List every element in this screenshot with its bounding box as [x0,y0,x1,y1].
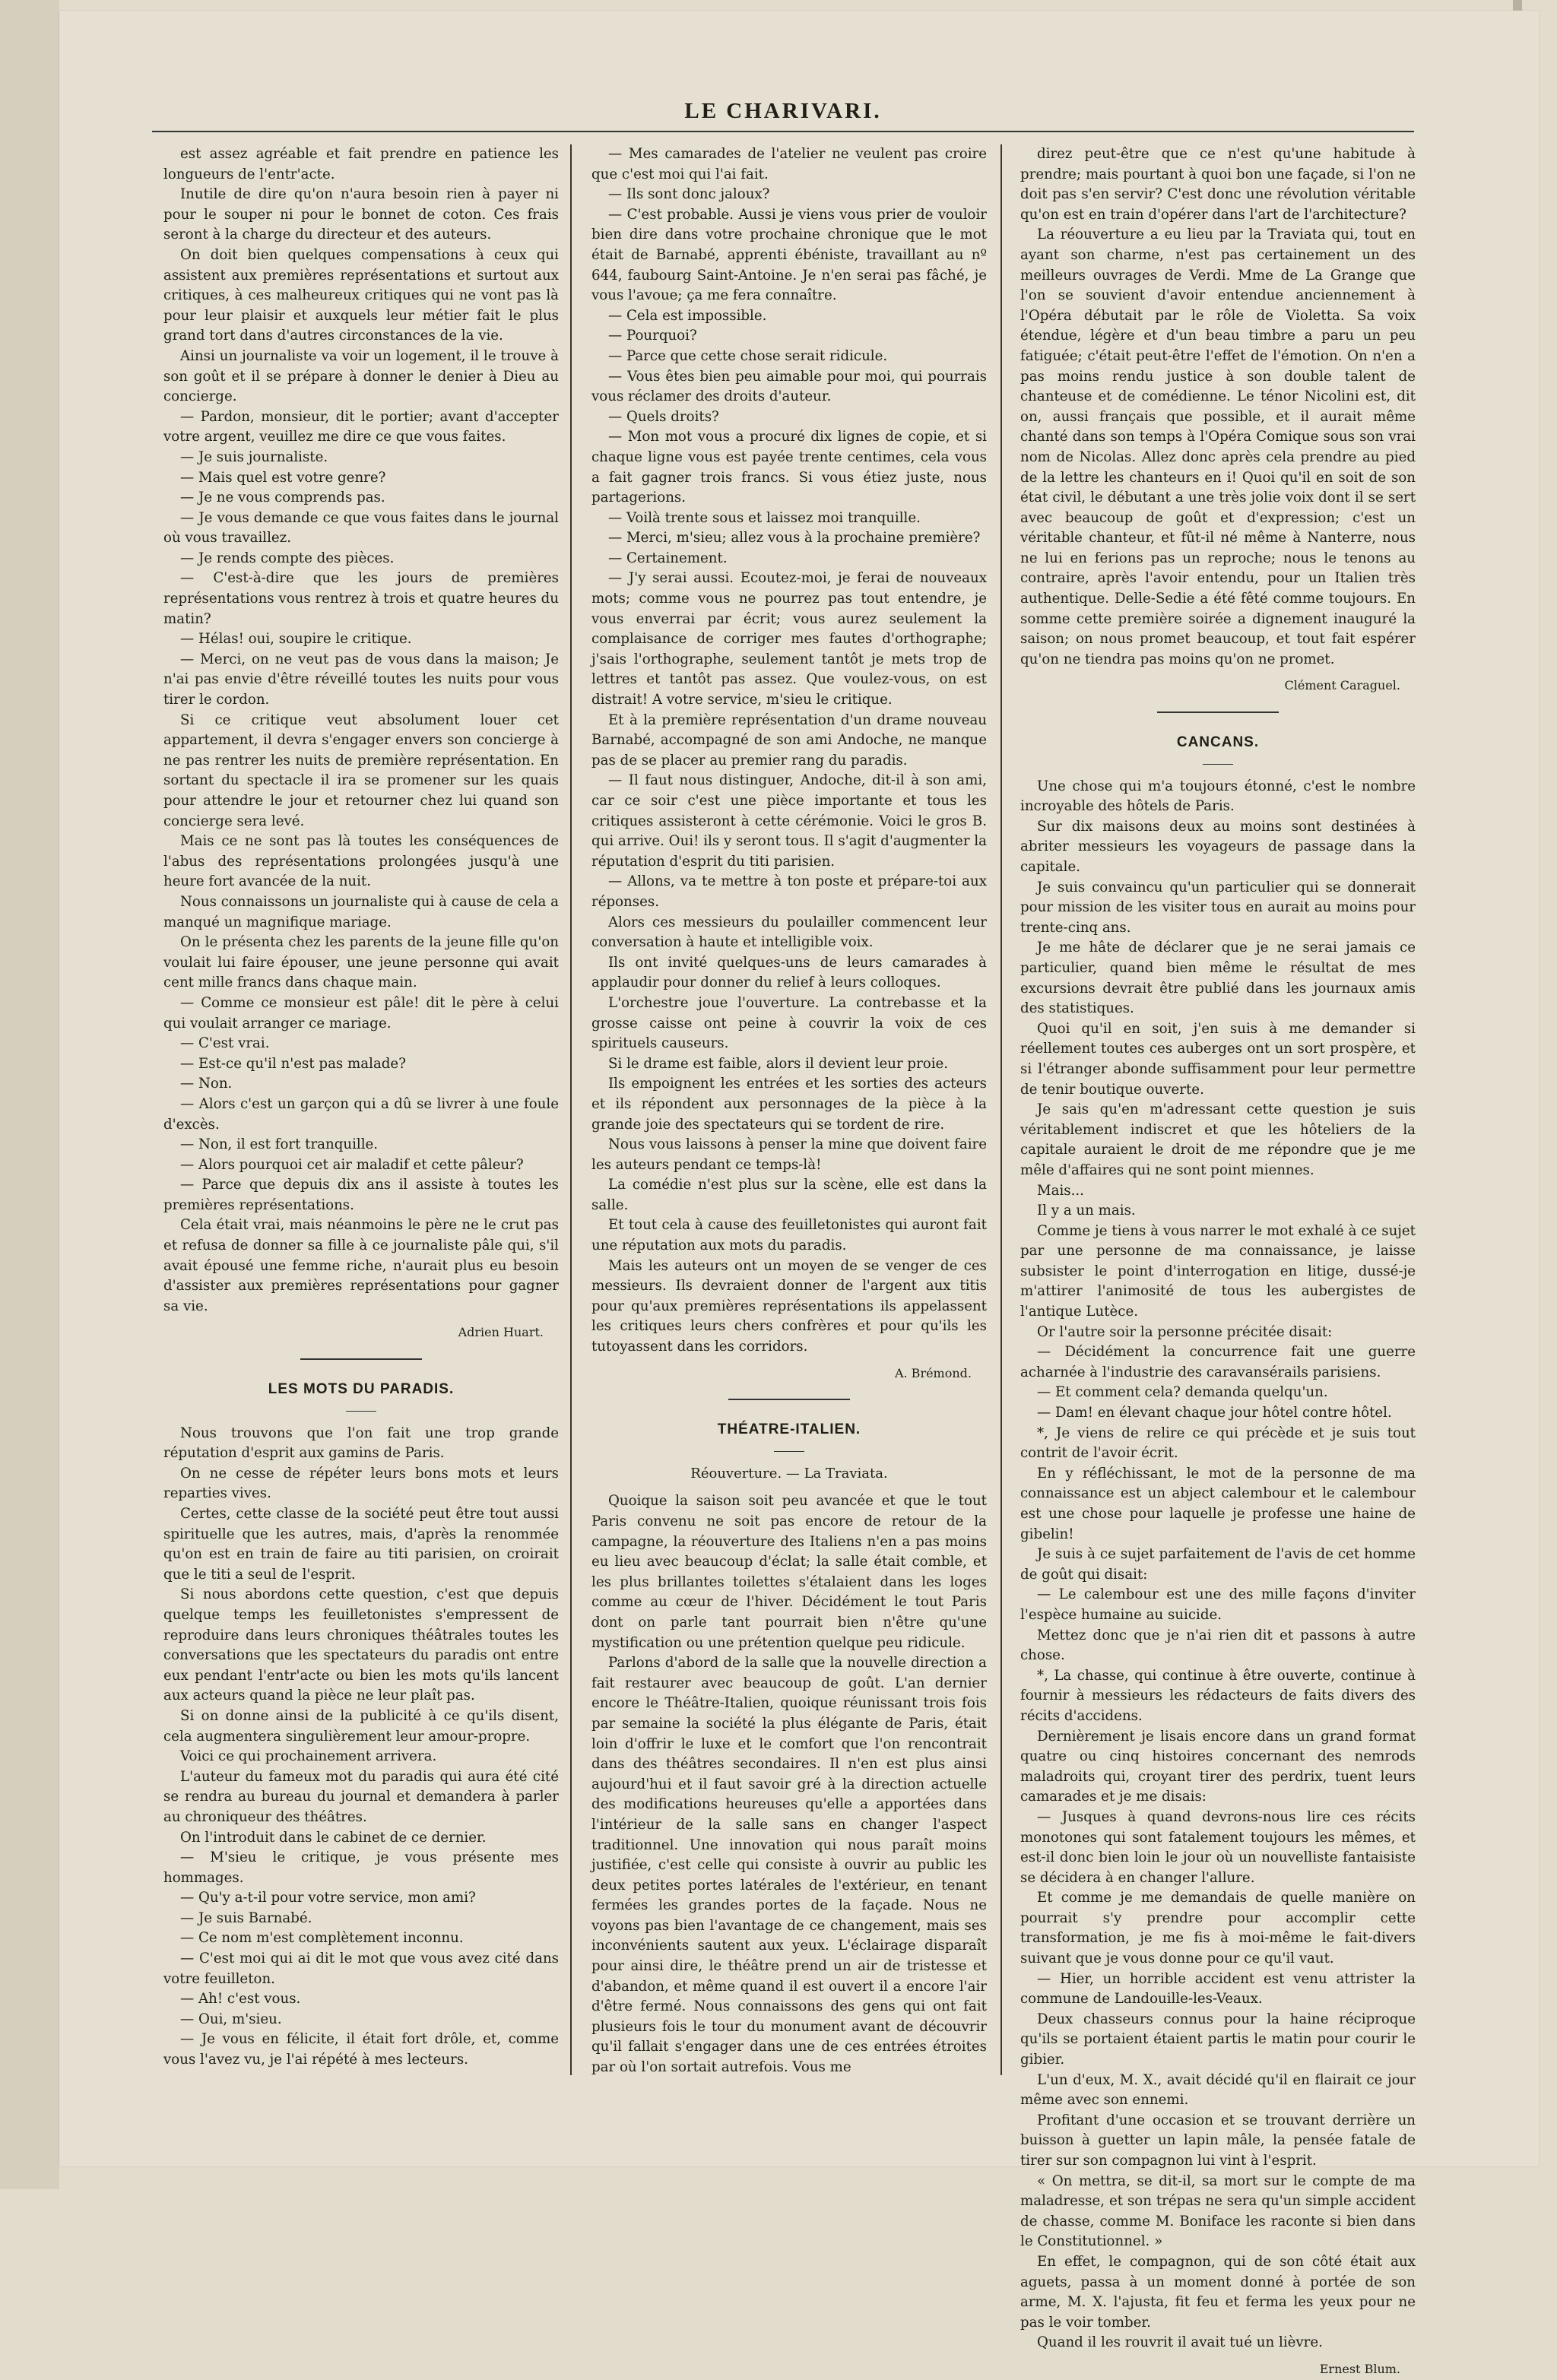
paragraph: Cela était vrai, mais néanmoins le père ne le crut pas et refusa de donner sa fille à ce journaliste pâle qui, s'il avait épousé une femme riche, n'aurait plus eu besoin d'assister aux premières représentations pour gagner sa vie. [163,1217,559,1314]
page-corner-mark [1513,0,1522,11]
paragraph: Or l'autre soir la personne précitée disait: [1037,1323,1333,1340]
paragraph: — Hier, un horrible accident est venu attrister la commune de Landouille-les-Veaux. [1020,1970,1416,2008]
paragraph: — C'est-à-dire que les jours de premières représentations vous rentrez à trois et quatre heures du matin? [163,570,560,627]
paragraph: — Comme ce monsieur est pâle! dit le père à celui qui voulait arranger ce mariage. [163,994,559,1032]
paragraph: En y réfléchissant, le mot de la personne de ma connaissance est un abject calembour et le calembour est une chose pour laquelle je professe une haine de gibelin! [1020,1465,1416,1542]
paragraph: — C'est probable. Aussi je viens vous prier de vouloir bien dire dans votre prochaine chronique que le mot était de Barnabé, apprenti ébéniste, travaillant au nº 644, faubourg Saint-Antoine. Je n'en serai pas fâché, je vous l'avoue; ça me fera connaître. [591,206,987,304]
article-signature: Clément Caraguel. [1284,678,1400,693]
paragraph: Et tout cela à cause des feuilletonistes qui auront fait une réputation aux mots du paradis. [591,1217,987,1254]
paragraph: Je suis à ce sujet parfaitement de l'avis de cet homme de goût qui disait: [1020,1546,1416,1583]
paragraph: — Quels droits? [608,408,719,425]
paragraph: Si nous abordons cette question, c'est que depuis quelque temps les feuilletonistes s'empressent de reproduire dans leurs chroniques théâtrales toutes les conversations que les spectateurs du paradis ont entre eux pendant l'entr'acte ou bien les mots qu'ils lancent aux acteurs quand la pièce ne leur plaît pas. [163,1586,559,1704]
article-separator [1157,711,1279,713]
paragraph: — Alors pourquoi cet air maladif et cette pâleur? [180,1156,524,1173]
article-signature: Ernest Blum. [1319,2361,1400,2376]
paragraph: On ne cesse de répéter leurs bons mots et leurs reparties vives. [163,1465,559,1502]
paragraph: — Pardon, monsieur, dit le portier; avant d'accepter votre argent, veuillez me dire ce que vous faites. [163,408,559,445]
column-divider [1000,144,1002,2075]
paragraph: — J'y serai aussi. Ecoutez-moi, je ferai de nouveaux mots; comme vous ne pourrez pas tout entendre, je vous enverrai par écrit; vous aurez seulement la complaisance de corriger mes fautes d'orthographe; j'sais l'orthographe, seulement tantôt je mets trop de lettres et tantôt pas assez. Que voulez-vous, on est distrait! A votre service, m'sieu le critique. [591,570,987,708]
paragraph: On doit bien quelques compensations à ceux qui assistent aux premières représentations et surtout aux critiques, à ces malheureux critiques qui ne vont pas là pour leur plaisir et auxquels leur métier fait le plus grand tort dans d'autres circonstances de la vie. [163,246,559,344]
paragraph: — Mon mot vous a procuré dix lignes de copie, et si chaque ligne vous est payée trente centimes, cela vous a fait gagner trois francs. Si vous étiez juste, nous partagerions. [591,429,987,506]
paragraph: — Hélas! oui, soupire le critique. [180,631,412,648]
paragraph: Voici ce qui prochainement arrivera. [180,1748,437,1765]
paragraph: — Et comment cela? demanda quelqu'un. [1037,1384,1328,1401]
paragraph: — Ce nom m'est complètement inconnu. [180,1930,464,1947]
paragraph: — Vous êtes bien peu aimable pour moi, qui pourrais vous réclamer des droits d'auteur. [591,368,987,405]
paragraph: Parlons d'abord de la salle que la nouvelle direction a fait restaurer avec beaucoup de goût. L'an dernier encore le Théâtre-Italien, quoique réunissant trois fois par semaine la société la plus élégante de Paris, était loin d'offrir le luxe et le comfort que l'on rencontrait dans des théâtres secondaires. Il n'en est plus ainsi aujourd'hui et il faut savoir gré à la direction actuelle des modifications heureuses qu'elle a apportées dans l'intérieur de la salle sans en changer l'aspect traditionnel. Une innovation qui nous paraît moins justifiée, c'est celle qui consiste à ouvrir au public les deux petites portes latérales de l'extérieur, en tenant fermées les grandes portes de la façade. Nous ne voyons pas bien l'avantage de ce changement, mais ses inconvénients sautent aux yeux. L'éclairage disparaît pour ainsi dire, le théâtre prend un air de tristesse et d'abandon, et même quand il est ouvert il a encore l'air d'être fermé. Nous connaissons des gens qui ont fait plusieurs fois le tour du monument avant de découvrir qu'il fallait s'engager dans une de ces entrées étroites par où l'on sortait autrefois. Vous me [591,1655,987,2076]
paragraph: Ainsi un journaliste va voir un logement, il le trouve à son goût et il se prépare à donner le denier à Dieu au concierge. [163,347,559,405]
paragraph: Quoi qu'il en soit, j'en suis à me demander si réellement toutes ces auberges ont un sort prospère, et si l'étranger abonde suffisamment pour leur permettre de tenir boutique ouverte. [1020,1020,1416,1098]
paragraph: Certes, cette classe de la société peut être tout aussi spirituelle que les autres, mais, d'après la renommée qu'on est en train de faire au titi parisien, on croirait que le titi a seul de l'esprit. [163,1506,559,1583]
paragraph: — Merci, on ne veut pas de vous dans la maison; Je n'ai pas envie d'être réveillé toutes les nuits pour vous tirer le cordon. [163,651,559,708]
paragraph: — Pourquoi? [608,328,697,344]
article-paragraphs [163,1424,559,2071]
paragraph: Nous connaissons un journaliste qui à cause de cela a manqué un magnifique mariage. [163,893,559,930]
paragraph: — Parce que cette chose serait ridicule. [608,347,888,364]
article-paragraphs [163,144,559,1317]
paragraph: — Décidément la concurrence fait une guerre acharnée à l'industrie des caravansérails parisiens. [1020,1344,1416,1380]
article-paragraphs [591,144,987,1358]
heading-dash [1203,764,1233,765]
paragraph: Mais... [1037,1182,1084,1199]
article-paragraphs [591,1491,987,2077]
paragraph: Quand il les rouvrit il avait tué un lièvre. [1037,2334,1323,2351]
article-paragraphs [1020,777,1416,2353]
paragraph: Ils ont invité quelques-uns de leurs camarades à applaudir pour donner du relief à leurs colloques. [591,954,987,991]
paragraph: — Mais quel est votre genre? [180,469,386,486]
paragraph: L'orchestre joue l'ouverture. La contrebasse et la grosse caisse ont peine à couvrir la voix de ces spirituels causeurs. [591,994,987,1052]
paragraph: — Non, il est fort tranquille. [180,1136,379,1153]
paragraph: direz peut-être que ce n'est qu'une habitude à prendre; mais pourtant à quoi bon une façade, si l'on ne doit pas s'en servir? C'est donc une révolution véritable qu'on est en train d'opérer dans l'art de l'architecture? [1020,146,1416,223]
paragraph: Et comme je me demandais de quelle manière on pourrait s'y prendre pour accomplir cette transformation, je me fis à moi-même le fait-divers suivant que je vous donne pour ce qu'il vaut. [1020,1890,1416,1967]
paragraph: — Alors c'est un garçon qui a dû se livrer à une foule d'excès. [163,1095,559,1133]
paragraph: — Jusques à quand devrons-nous lire ces récits monotones qui sont fatalement toujours les mêmes, et est-il donc bien loin le jour où un nouvelliste fantaisiste se décidera à en changer l'allure. [1020,1808,1416,1886]
masthead-title: LE CHARIVARI. [684,99,882,123]
paragraph: — Est-ce qu'il n'est pas malade? [180,1055,406,1072]
paragraph: Je sais qu'en m'adressant cette question je suis véritablement indiscret et que les hôteliers de la capitale auraient le droit de me répondre que je me mêle d'affaires qui ne sont point miennes. [1020,1101,1416,1178]
article-separator [728,1399,850,1400]
paragraph: Mettez donc que je n'ai rien dit et passons à autre chose. [1020,1627,1416,1664]
paragraph: — Je ne vous comprends pas. [180,490,385,506]
paragraph: Mais les auteurs ont un moyen de se venger de ces messieurs. Ils devraient donner de l'argent aux titis pour qu'aux premières représentations ils appelassent les critiques leurs chers confrères et pour qu'ils les tutoyassent dans les corridors. [591,1257,987,1355]
paragraph: — Oui, m'sieu. [180,2011,282,2027]
paragraph: — Allons, va te mettre à ton poste et prépare-toi aux réponses. [591,873,987,910]
article-paragraphs [1020,144,1416,670]
page-binding-edge [0,0,59,2189]
paragraph: — Je vous en félicite, il était fort drôle, et, comme vous l'avez vu, je l'ai répété à mes lecteurs. [163,2031,559,2068]
heading-dash [774,1451,804,1452]
paragraph: — Cela est impossible. [608,307,767,324]
paragraph: On l'introduit dans le cabinet de ce dernier. [180,1829,487,1846]
paragraph: Nous vous laissons à penser la mine que doivent faire les auteurs pendant ce temps-là! [591,1136,987,1173]
paragraph: Il y a un mais. [1037,1203,1136,1219]
paragraph: — Voilà trente sous et laissez moi tranquille. [608,509,921,526]
paragraph: En effet, le compagnon, qui de son côté était aux aguets, passa à un moment donné à portée de son arme, M. X. l'ajusta, fit feu et ferma les yeux pour ne pas le voir tomber. [1020,2253,1416,2331]
paragraph: Comme je tiens à vous narrer le mot exhalé à ce sujet par une personne de ma connaissance, je laisse subsister le point d'interrogation en litige, dussé-je m'attirer l'animosité de tous les aubergistes de l'antique Lutèce. [1020,1222,1416,1320]
paragraph: — Le calembour est une des mille façons d'inviter l'espèce humaine au suicide. [1020,1586,1416,1623]
paragraph: — Je vous demande ce que vous faites dans le journal où vous travaillez. [163,509,559,547]
paragraph: — Non. [180,1076,233,1092]
column-1 [163,144,559,2090]
paragraph: *, La chasse, qui continue à être ouverte, continue à fournir à messieurs les rédacteurs de faits divers des récits d'accidens. [1020,1667,1416,1724]
paragraph: Si ce critique veut absolument louer cet appartement, il devra s'engager envers son concierge à ne pas rentrer les nuits de première représentation. En sortant du spectacle il ira se promener sur les quais pour attendre le jour et retourner chez lui quand son concierge sera levé. [163,711,559,829]
paragraph: — Je suis Barnabé. [180,1909,312,1926]
masthead-rule [152,131,1414,132]
paragraph: — Dam! en élevant chaque jour hôtel contre hôtel. [1037,1405,1392,1421]
paragraph: Ils empoignent les entrées et les sorties des acteurs et ils répondent aux personnages de la pièce à la grande joie des spectateurs qui se tordent de rire. [591,1076,987,1133]
paragraph: — Ah! c'est vous. [180,1991,301,2008]
paragraph: — Certainement. [608,550,728,566]
paragraph: est assez agréable et fait prendre en patience les longueurs de l'entr'acte. [163,146,559,182]
paragraph: Deux chasseurs connus pour la haine réciproque qu'ils se portaient étaient partis le matin pour courir le gibier. [1020,2011,1416,2068]
column-2 [591,144,987,2090]
article-heading: THÉATRE-ITALIEN. [717,1421,861,1438]
paragraph: — Mes camarades de l'atelier ne veulent pas croire que c'est moi qui l'ai fait. [591,146,987,182]
paragraph: Quoique la saison soit peu avancée et que le tout Paris convenu ne soit pas encore de retour de la campagne, la réouverture des Italiens n'en a pas moins eu lieu avec beaucoup d'éclat; la salle était comble, et les plus brillantes toilettes s'étalaient dans les loges comme au cœur de l'hiver. Décidément le tout Paris dont on parle tant pourrait bien n'être qu'une mystification ou une prétention quelque peu ridicule. [591,1493,987,1651]
paragraph: La réouverture a eu lieu par la Traviata qui, tout en ayant son charme, n'est pas certainement un des meilleurs ouvrages de Verdi. Mme de La Grange que l'on se souvient d'avoir entendue anciennement à l'Opéra débutait par le rôle de Violetta. Sa voix étendue, légère et d'un beau timbre a paru un peu fatiguée; c'était peut-être l'effet de l'émotion. On n'en a pas moins rendu justice à son double talent de chanteuse et de comédienne. Le ténor Nicolini est, dit on, aussi français que possible, et il aurait même chanté dans son temps à l'Opéra Comique sous son vrai nom de Nicolas. Allez donc après cela prendre au pied de la lettre les chanteurs en i! Quoi qu'il en soit de son état civil, le débutant a une très jolie voix dont il se sert avec beaucoup de goût et d'expression; c'est un véritable chanteur, et fût-il né même à Nanterre, nous ne lui en ferions pas un reproche; nous le tenons au contraire, après l'avoir entendu, pour un Italien très authentique. Delle-Sedie a été fêté comme toujours. En somme cette première soirée a dignement inauguré la saison; on nous promet beaucoup, et tout fait espérer qu'on ne tiendra pas moins qu'on ne promet. [1020,227,1416,667]
article-heading: LES MOTS DU PARADIS. [268,1381,455,1398]
paragraph: — C'est vrai. [180,1035,270,1052]
paragraph: Profitant d'une occasion et se trouvant derrière un buisson à guetter un lapin mâle, la pensée fatale de tirer sur son compagnon lui vint à l'esprit. [1020,2112,1416,2169]
paragraph: On le présenta chez les parents de la jeune fille qu'on voulait lui faire épouser, une jeune personne qui avait cent mille francs dans chaque main. [163,934,559,991]
paragraph: — Il faut nous distinguer, Andoche, dit-il à son ami, car ce soir c'est une pièce importante et tous les critiques assisteront à cette cérémonie. Voici le gros B. qui arrive. Oui! ils y seront tous. Il s'agit d'augmenter la réputation d'esprit du titi parisien. [591,772,987,870]
paragraph: L'auteur du fameux mot du paradis qui aura été cité se rendra au bureau du journal et demandera à parler au chroniqueur des théâtres. [163,1768,559,1825]
paragraph: Une chose qui m'a toujours étonné, c'est le nombre incroyable des hôtels de Paris. [1020,778,1416,815]
paragraph: Dernièrement je lisais encore dans un grand format quatre ou cinq histoires concernant des nemrods maladroits qui, croyant tirer des perdrix, tuent leurs camarades et je me disais: [1020,1728,1416,1805]
column-divider [570,144,572,2075]
paragraph: — Je rends compte des pièces. [180,550,395,566]
paragraph: Je me hâte de déclarer que je ne serai jamais ce particulier, quand bien même le résultat de mes excursions devrait être publié dans les journaux amis des statistiques. [1020,940,1416,1017]
paragraph: Mais ce ne sont pas là toutes les conséquences de l'abus des représentations prolongées jusqu'à une heure fort avancée de la nuit. [163,833,559,890]
column-3 [1020,144,1416,2376]
paragraph: Je suis convaincu qu'un particulier qui se donnerait pour mission de les visiter tous en aurait au moins pour trente-cinq ans. [1020,879,1416,936]
paragraph: Sur dix maisons deux au moins sont destinées à abriter messieurs les voyageurs de passage dans la capitale. [1020,818,1416,875]
paragraph: Alors ces messieurs du poulailler commencent leur conversation à haute et intelligible voix. [591,914,987,951]
paragraph: Inutile de dire qu'on n'aura besoin rien à payer ni pour le souper ni pour le bonnet de coton. Ces frais seront à la charge du directeur et des auteurs. [163,186,559,243]
paragraph: « On mettra, se dit-il, sa mort sur le compte de ma maladresse, et son trépas ne sera qu'un simple accident de chasse, comme M. Boniface les raconte si bien dans le Constitutionnel. » [1020,2172,1416,2250]
paragraph: — Qu'y a-t-il pour votre service, mon ami? [180,1890,476,1906]
paragraph: — C'est moi qui ai dit le mot que vous avez cité dans votre feuilleton. [163,1951,559,1987]
article-subheading: Réouverture. — La Traviata. [690,1465,888,1482]
article-signature: Adrien Huart. [458,1325,544,1340]
paragraph: L'un d'eux, M. X., avait décidé qu'il en flairait ce jour même avec son ennemi. [1020,2071,1416,2109]
article-heading: CANCANS. [1176,734,1260,751]
paragraph: *, Je viens de relire ce qui précède et je suis tout contrit de l'avoir écrit. [1020,1425,1416,1462]
paragraph: — Je suis journaliste. [180,448,328,465]
paragraph: — Merci, m'sieu; allez vous à la prochaine première? [608,530,981,547]
paragraph: — M'sieu le critique, je vous présente mes hommages. [163,1849,559,1886]
paragraph: Nous trouvons que l'on fait une trop grande réputation d'esprit aux gamins de Paris. [163,1425,559,1462]
paragraph: — Ils sont donc jaloux? [608,186,770,203]
article-signature: A. Brémond. [894,1365,972,1380]
paragraph: La comédie n'est plus sur la scène, elle est dans la salle. [591,1177,987,1213]
paragraph: Si on donne ainsi de la publicité à ce qu'ils disent, cela augmentera singulièrement leur amour-propre. [163,1707,559,1745]
paragraph: Si le drame est faible, alors il devient leur proie. [608,1055,949,1072]
article-separator [300,1358,422,1360]
paragraph: Et à la première représentation d'un drame nouveau Barnabé, accompagné de son ami Andoche, ne manque pas de se placer au premier rang du paradis. [591,711,987,769]
paragraph: — Parce que depuis dix ans il assiste à toutes les premières représentations. [163,1177,559,1213]
heading-dash [346,1411,376,1412]
